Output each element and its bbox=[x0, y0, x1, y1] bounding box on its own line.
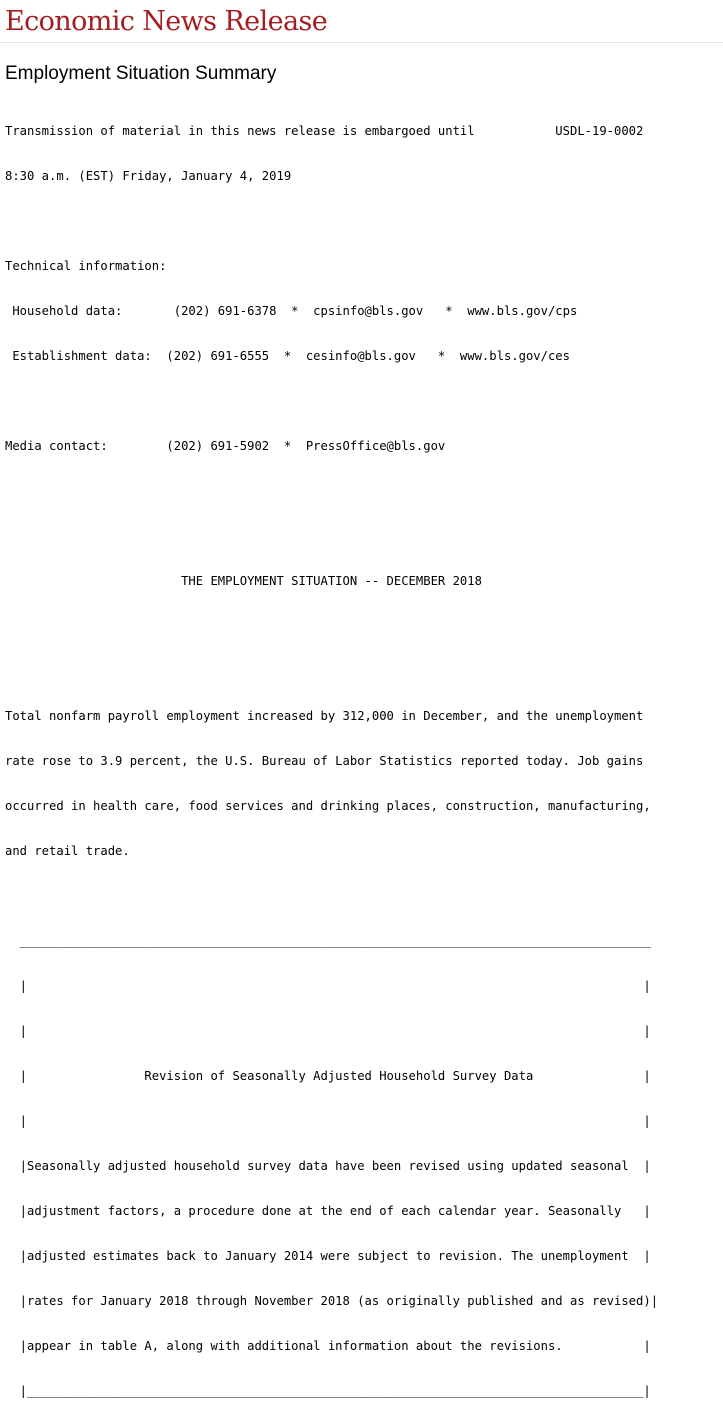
summary-paragraph-line: occurred in health care, food services and drinking places, construction, manufacturing, bbox=[5, 799, 651, 813]
blank-line bbox=[5, 484, 658, 499]
revision-box-blank-line: | | bbox=[5, 1114, 651, 1128]
media-contact-line: Media contact: (202) 691-5902 * PressOffice@bls.gov bbox=[5, 439, 446, 453]
embargo-line: Transmission of material in this news release is embargoed until USDL-19-0002 bbox=[5, 124, 644, 138]
blank-line bbox=[5, 889, 658, 904]
revision-box-body-line: |adjustment factors, a procedure done at the end of each calendar year. Seasonally | bbox=[5, 1204, 651, 1218]
revision-box-body-line: |appear in table A, along with additional information about the revisions. | bbox=[5, 1339, 651, 1353]
blank-line bbox=[5, 664, 658, 679]
technical-info-label: Technical information: bbox=[5, 259, 167, 273]
revision-box-top-border: ______________________________________________________________________________________ bbox=[5, 934, 651, 948]
revision-box-body-line: |Seasonally adjusted household survey data have been revised using updated seasonal | bbox=[5, 1159, 651, 1173]
revision-box-blank-line: | | bbox=[5, 1024, 651, 1038]
revision-box-title: | Revision of Seasonally Adjusted Household Survey Data | bbox=[5, 1069, 651, 1083]
blank-line bbox=[5, 529, 658, 544]
blank-line bbox=[5, 394, 658, 409]
summary-paragraph-line: and retail trade. bbox=[5, 844, 130, 858]
embargo-date-line: 8:30 a.m. (EST) Friday, January 4, 2019 bbox=[5, 169, 292, 183]
establishment-contact-line: Establishment data: (202) 691-6555 * cesinfo@bls.gov * www.bls.gov/ces bbox=[5, 349, 570, 363]
blank-line bbox=[5, 214, 658, 229]
revision-box-body-line: |rates for January 2018 through November 2018 (as originally published and as revised)| bbox=[5, 1294, 659, 1308]
summary-paragraph-line: Total nonfarm payroll employment increased by 312,000 in December, and the unemployment bbox=[5, 709, 644, 723]
revision-box-bottom-border: |____________________________________________________________________________________| bbox=[5, 1384, 651, 1398]
revision-box-blank-line: | | bbox=[5, 979, 651, 993]
release-title: Economic News Release bbox=[5, 6, 328, 37]
blank-line bbox=[5, 619, 658, 634]
revision-box-body-line: |adjusted estimates back to January 2014 were subject to revision. The unemployment | bbox=[5, 1249, 651, 1263]
summary-paragraph-line: rate rose to 3.9 percent, the U.S. Bureau of Labor Statistics reported today. Job gains bbox=[5, 754, 644, 768]
summary-heading: Employment Situation Summary bbox=[5, 63, 277, 84]
household-contact-line: Household data: (202) 691-6378 * cpsinfo@bls.gov * www.bls.gov/cps bbox=[5, 304, 578, 318]
employment-situation-heading: THE EMPLOYMENT SITUATION -- DECEMBER 2018 bbox=[5, 574, 482, 588]
release-text-block bbox=[5, 94, 658, 1414]
title-divider bbox=[0, 42, 723, 43]
